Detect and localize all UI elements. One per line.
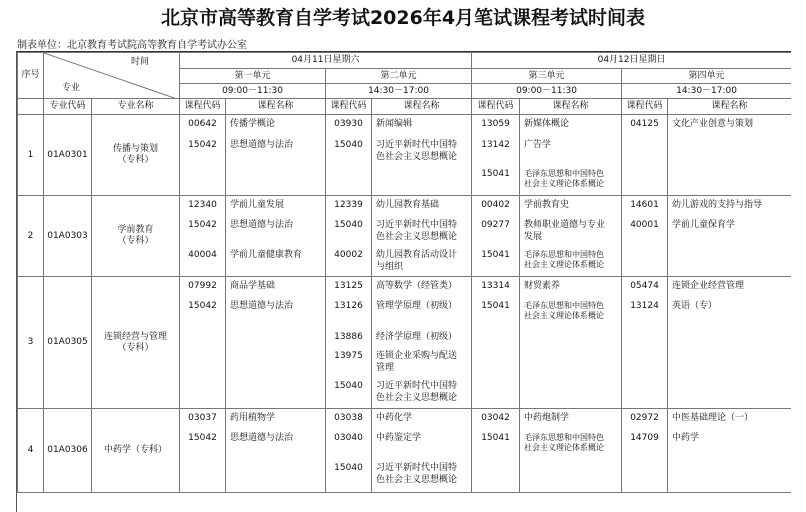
course-code: 04125 xyxy=(630,119,659,129)
schedule-sheet xyxy=(16,51,791,512)
major-name-line: 传播与策划 xyxy=(112,144,158,154)
course-name: 新闻编辑 xyxy=(376,119,413,129)
course-code: 12340 xyxy=(188,200,217,210)
course-name: 社会主义理论体系概论 xyxy=(524,260,605,269)
major-code: 01A0306 xyxy=(44,409,92,493)
course-name: 管理学原理（初级） xyxy=(376,301,458,311)
course-code-cell xyxy=(472,409,520,493)
course-name-cell xyxy=(668,196,791,277)
course-name: 社会主义理论体系概论 xyxy=(524,311,605,320)
major-code-header: 专业代码 xyxy=(44,99,92,115)
course-code-cell xyxy=(326,409,372,493)
time-header-4: 14:30－17:00 xyxy=(622,84,791,99)
course-code: 40002 xyxy=(334,250,363,260)
time-label: 时间 xyxy=(130,57,149,67)
course-code-cell xyxy=(326,115,372,196)
course-name: 学前儿童发展 xyxy=(230,200,285,210)
schedule-body xyxy=(18,115,792,493)
course-code-cell xyxy=(472,277,520,409)
course-name: 幼儿园教育基础 xyxy=(376,200,440,210)
course-name-cell xyxy=(520,277,622,409)
course-name-cell xyxy=(668,115,791,196)
course-name: 幼儿园教育活动设计 xyxy=(376,250,458,260)
course-code: 15040 xyxy=(334,140,363,150)
course-name: 连锁企业采购与配送 xyxy=(376,351,458,361)
course-name: 习近平新时代中国特 xyxy=(376,220,458,230)
course-name-header-1: 课程名称 xyxy=(226,99,326,115)
course-code: 03040 xyxy=(334,433,363,443)
course-name-header-3: 课程名称 xyxy=(520,99,622,115)
course-code-header-2: 课程代码 xyxy=(326,99,372,115)
course-name: 高等数学（经管类） xyxy=(376,281,458,291)
course-name: 色社会主义思想概论 xyxy=(376,393,458,403)
course-name: 习近平新时代中国特 xyxy=(376,381,458,391)
course-name: 幼儿游戏的支持与指导 xyxy=(672,200,763,210)
course-code: 40004 xyxy=(188,250,217,260)
time-header-1: 09:00－11:30 xyxy=(180,84,326,99)
course-code: 07992 xyxy=(188,281,217,291)
course-code: 13125 xyxy=(334,281,363,291)
course-name-cell xyxy=(372,409,472,493)
course-name: 中药化学 xyxy=(376,413,413,423)
course-name: 广告学 xyxy=(524,140,552,150)
major-code: 01A0303 xyxy=(44,196,92,277)
course-code: 03038 xyxy=(334,413,363,423)
course-code-cell xyxy=(326,277,372,409)
course-name: 学前儿童健康教育 xyxy=(230,250,303,260)
course-code: 15042 xyxy=(188,220,217,230)
course-name: 毛泽东思想和中国特色 xyxy=(524,433,605,442)
time-header-2: 14:30－17:00 xyxy=(326,84,472,99)
major-name xyxy=(92,196,180,277)
course-name: 新媒体概论 xyxy=(524,119,570,129)
date-header-1: 04月11日星期六 xyxy=(180,53,472,69)
course-code: 15040 xyxy=(334,463,363,473)
table-row xyxy=(18,277,792,409)
course-code-cell xyxy=(180,115,226,196)
major-name-line: （专科） xyxy=(117,155,154,165)
course-name: 管理 xyxy=(376,363,395,373)
major-name xyxy=(92,409,180,493)
course-code: 03042 xyxy=(481,413,510,423)
row-seq: 1 xyxy=(18,115,44,196)
course-name: 毛泽东思想和中国特色 xyxy=(524,169,605,178)
unit-header-1: 第一单元 xyxy=(180,69,326,84)
course-code-header-1: 课程代码 xyxy=(180,99,226,115)
course-name: 社会主义理论体系概论 xyxy=(524,443,605,452)
course-name-cell xyxy=(520,409,622,493)
course-code: 13314 xyxy=(481,281,510,291)
course-name: 毛泽东思想和中国特色 xyxy=(524,301,605,310)
schedule-table xyxy=(17,52,791,493)
course-code: 15041 xyxy=(481,433,510,443)
course-code: 15042 xyxy=(188,301,217,311)
course-name-cell xyxy=(668,409,791,493)
table-row xyxy=(18,409,792,493)
course-name-cell xyxy=(668,277,791,409)
course-name: 思想道德与法治 xyxy=(230,220,294,230)
course-code: 13975 xyxy=(334,351,363,361)
course-code-cell xyxy=(326,196,372,277)
course-name: 连锁企业经营管理 xyxy=(672,281,745,291)
course-name: 中药学 xyxy=(672,433,700,443)
course-code: 03037 xyxy=(188,413,217,423)
row-seq: 4 xyxy=(18,409,44,493)
major-name-line: （专科） xyxy=(117,236,154,246)
course-name-header-4: 课程名称 xyxy=(668,99,791,115)
course-code: 12339 xyxy=(334,200,363,210)
course-code: 15042 xyxy=(188,140,217,150)
course-code: 13142 xyxy=(481,140,510,150)
course-name: 思想道德与法治 xyxy=(230,301,294,311)
course-name: 经济学原理（初级） xyxy=(376,332,458,342)
course-code-cell xyxy=(622,115,668,196)
course-name: 药用植物学 xyxy=(230,413,276,423)
course-name: 社会主义理论体系概论 xyxy=(524,179,605,188)
course-name: 中医基础理论（一） xyxy=(672,413,754,423)
course-name-cell xyxy=(372,196,472,277)
course-code: 14709 xyxy=(630,433,659,443)
course-code: 13124 xyxy=(630,301,659,311)
major-name-line: 学前教育 xyxy=(117,225,154,235)
row-seq: 2 xyxy=(18,196,44,277)
course-name: 英语（专） xyxy=(672,301,718,311)
course-name: 中药炮制学 xyxy=(524,413,570,423)
course-code: 09277 xyxy=(481,220,510,230)
course-name: 思想道德与法治 xyxy=(230,140,294,150)
unit-header-2: 第二单元 xyxy=(326,69,472,84)
course-code: 03930 xyxy=(334,119,363,129)
course-code-cell xyxy=(180,277,226,409)
course-name-cell xyxy=(520,115,622,196)
course-code-cell xyxy=(622,409,668,493)
seq-header: 序号 xyxy=(18,53,44,99)
major-name xyxy=(92,277,180,409)
course-code-header-3: 课程代码 xyxy=(472,99,520,115)
date-header-2: 04月12日星期日 xyxy=(472,53,791,69)
course-name-header-2: 课程名称 xyxy=(372,99,472,115)
course-code: 15042 xyxy=(188,433,217,443)
course-code-cell xyxy=(622,196,668,277)
course-name: 色社会主义思想概论 xyxy=(376,232,458,242)
course-name-cell xyxy=(226,115,326,196)
course-code: 15040 xyxy=(334,220,363,230)
course-code: 13126 xyxy=(334,301,363,311)
major-name-line: （专科） xyxy=(117,342,154,353)
course-name-cell xyxy=(226,277,326,409)
course-name: 发展 xyxy=(524,232,543,242)
course-name-cell xyxy=(226,196,326,277)
page-title: 北京市高等教育自学考试2026年4月笔试课程考试时间表 xyxy=(160,7,646,29)
course-code: 40001 xyxy=(630,220,659,230)
unit-header-3: 第三单元 xyxy=(472,69,622,84)
course-code: 00402 xyxy=(481,200,510,210)
course-code: 13059 xyxy=(481,119,510,129)
row-seq: 3 xyxy=(18,277,44,409)
course-name: 财贸素养 xyxy=(524,281,561,291)
major-code: 01A0305 xyxy=(44,277,92,409)
table-row xyxy=(18,196,792,277)
course-name: 教师职业道德与专业 xyxy=(524,220,606,230)
course-code-cell xyxy=(622,277,668,409)
major-name-line: 中药学（专科） xyxy=(103,445,167,455)
course-code: 14601 xyxy=(630,200,659,210)
course-code: 15041 xyxy=(481,169,510,179)
course-code: 15041 xyxy=(481,250,510,260)
course-name: 色社会主义思想概论 xyxy=(376,475,458,485)
course-code-cell xyxy=(180,409,226,493)
course-name: 文化产业创意与策划 xyxy=(672,119,754,129)
course-code-cell xyxy=(472,115,520,196)
course-code: 05474 xyxy=(630,281,659,291)
course-code: 13886 xyxy=(334,332,363,342)
major-name xyxy=(92,115,180,196)
seq-header-blank xyxy=(18,99,44,115)
course-name: 商品学基础 xyxy=(230,281,276,291)
course-name-cell xyxy=(372,115,472,196)
time-header-3: 09:00－11:30 xyxy=(472,84,622,99)
course-code: 02972 xyxy=(630,413,659,423)
course-code: 15041 xyxy=(481,301,510,311)
major-name-line: 连锁经营与管理 xyxy=(103,331,167,342)
course-name: 中药鉴定学 xyxy=(376,433,422,443)
course-name: 习近平新时代中国特 xyxy=(376,463,458,473)
course-name: 色社会主义思想概论 xyxy=(376,152,458,162)
table-row xyxy=(18,115,792,196)
course-code-cell xyxy=(180,196,226,277)
major-label: 专业 xyxy=(62,83,81,93)
course-name: 学前儿童保育学 xyxy=(672,220,736,230)
course-code: 00642 xyxy=(188,119,217,129)
diagonal-header xyxy=(44,53,180,99)
major-name-header: 专业名称 xyxy=(92,99,180,115)
course-name: 学前教育史 xyxy=(524,200,570,210)
unit-header-4: 第四单元 xyxy=(622,69,791,84)
course-name: 毛泽东思想和中国特色 xyxy=(524,250,605,259)
course-name-cell xyxy=(226,409,326,493)
course-code: 15040 xyxy=(334,381,363,391)
course-name-cell xyxy=(372,277,472,409)
course-name-cell xyxy=(520,196,622,277)
course-name: 习近平新时代中国特 xyxy=(376,140,458,150)
course-name: 传播学概论 xyxy=(230,119,276,129)
course-name: 与组织 xyxy=(376,262,404,272)
major-code: 01A0301 xyxy=(44,115,92,196)
course-code-header-4: 课程代码 xyxy=(622,99,668,115)
course-code-cell xyxy=(472,196,520,277)
issuer-line: 制表单位：北京教育考试院高等教育自学考试办公室 xyxy=(17,40,247,51)
course-name: 思想道德与法治 xyxy=(230,433,294,443)
